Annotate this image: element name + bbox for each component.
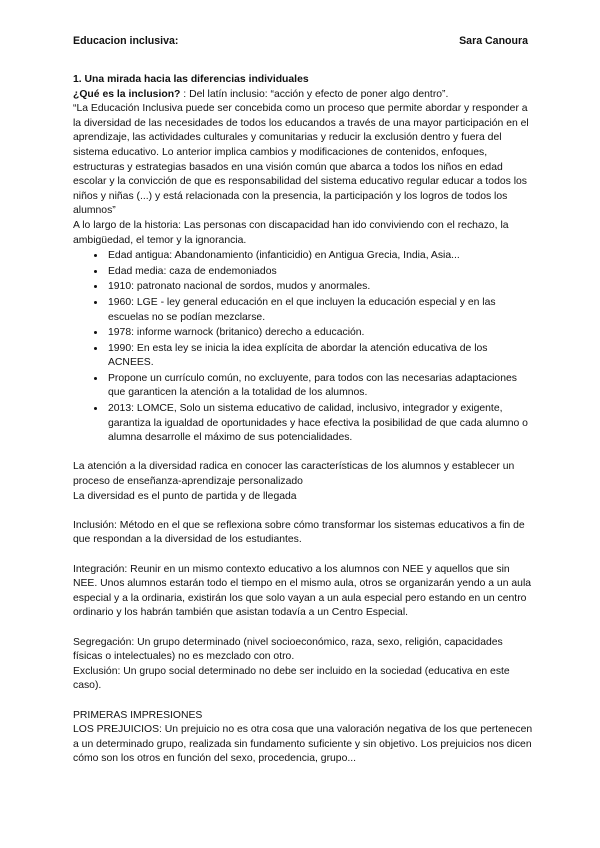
section-heading: 1. Una mirada hacia las diferencias individuales bbox=[73, 74, 309, 85]
list-item: • 1910: patronato nacional de sordos, mudos y anormales. bbox=[106, 279, 533, 295]
integration-paragraph: Integración: Reunir en un mismo contexto educativo a los alumnos con NEE y aquellos que sin NEE. Unos alumnos estarán todo el tiempo en el mismo aula, otros se organizarán yendo a un aula especial y a la ordinaria, existirán los que solo vayan a un aula especial pero estando en un centro ordinario y los habrán también que asistan todavía a un Centro Especial. bbox=[73, 563, 532, 619]
list-item: • 1990: En esta ley se inicia la idea explícita de abordar la atención educativa de los ACNEES. bbox=[106, 341, 533, 371]
exclusion-paragraph: Exclusión: Un grupo social determinado no debe ser incluido en la sociedad (educativa en este caso). bbox=[73, 665, 510, 692]
diversity-paragraph: La atención a la diversidad radica en conocer las características de los alumnos y establecer un proceso de enseñanza-aprendizaje personalizado bbox=[73, 461, 515, 488]
list-item: • 1960: LGE - ley general educación en el que incluyen la educación especial y en las escuelas no se podían mezclarse. bbox=[106, 295, 533, 325]
spacer bbox=[73, 504, 533, 519]
question-label: ¿Qué es la inclusion? bbox=[73, 88, 181, 100]
spacer bbox=[73, 694, 533, 709]
list-item: • 2013: LOMCE, Solo un sistema educativo de calidad, inclusivo, integrador y exigente, garantiza la igualdad de oportunidades y hace efectiva la posibilidad de que cada alumno o alumna desarrolle el máximo de sus potencialidades. bbox=[106, 401, 533, 446]
document-body bbox=[73, 73, 533, 767]
spacer bbox=[73, 446, 533, 461]
inclusion-definition bbox=[73, 88, 533, 103]
diversity-statement: La diversidad es el punto de partida y de llegada bbox=[73, 490, 297, 502]
history-list bbox=[73, 248, 533, 446]
list-item: • Propone un currículo común, no excluyente, para todos con las necesarias adaptaciones que garanticen la atención a la totalidad de los alumnos. bbox=[106, 371, 533, 401]
impressions-heading: PRIMERAS IMPRESIONES bbox=[73, 709, 203, 721]
list-item: • 1978: informe warnock (britanico) derecho a educación. bbox=[106, 325, 533, 341]
list-item: • Edad media: caza de endemoniados bbox=[106, 264, 533, 280]
page-header bbox=[73, 34, 528, 49]
author-name: Sara Canoura bbox=[459, 35, 528, 47]
inclusive-education-quote: “La Educación Inclusiva puede ser concebida como un proceso que permite abordar y responder a la diversidad de las necesidades de todos los educandos a través de una mayor participación en el aprendizaje, las actividades culturales y comunitarias y reducir la exclusión dentro y fuera del sistema educativo. Lo anterior implica cambios y modificaciones de contenidos, enfoques, estructuras y estrategias basados en una visión común que abarca a todos los niños en edad escolar y la convicción de que es responsabilidad del sistema educativo regular educar a todos los niños y niñas (...) y está relacionada con la presencia, la participación y los logros de todos los alumnos” bbox=[73, 103, 529, 217]
spacer bbox=[73, 621, 533, 636]
segregation-paragraph: Segregación: Un grupo determinado (nivel socioeconómico, raza, sexo, religión, capacidades físicas o intelectuales) no es mezclado con otro. bbox=[73, 636, 503, 663]
question-text: : Del latín inclusio: “acción y efecto de poner algo dentro”. bbox=[180, 88, 449, 100]
list-item: • Edad antigua: Abandonamiento (infanticidio) en Antigua Grecia, India, Asia... bbox=[106, 248, 533, 264]
spacer bbox=[73, 548, 533, 563]
inclusion-paragraph: Inclusión: Método en el que se reflexiona sobre cómo transformar los sistemas educativos a fin de que respondan a la diversidad de los estudiantes. bbox=[73, 519, 525, 546]
document-title: Educacion inclusiva: bbox=[73, 35, 179, 47]
history-intro: A lo largo de la historia: Las personas con discapacidad han ido conviviendo con el rechazo, la ambigüedad, el temor y la ignorancia. bbox=[73, 219, 509, 246]
prejudices-paragraph: LOS PREJUICIOS: Un prejuicio no es otra cosa que una valoración negativa de los que pertenecen a un determinado grupo, realizada sin fundamento suficiente y sin objetivo. Los prejuicios nos dicen cómo son los otros en función del sexo, procedencia, grupo... bbox=[73, 724, 533, 765]
